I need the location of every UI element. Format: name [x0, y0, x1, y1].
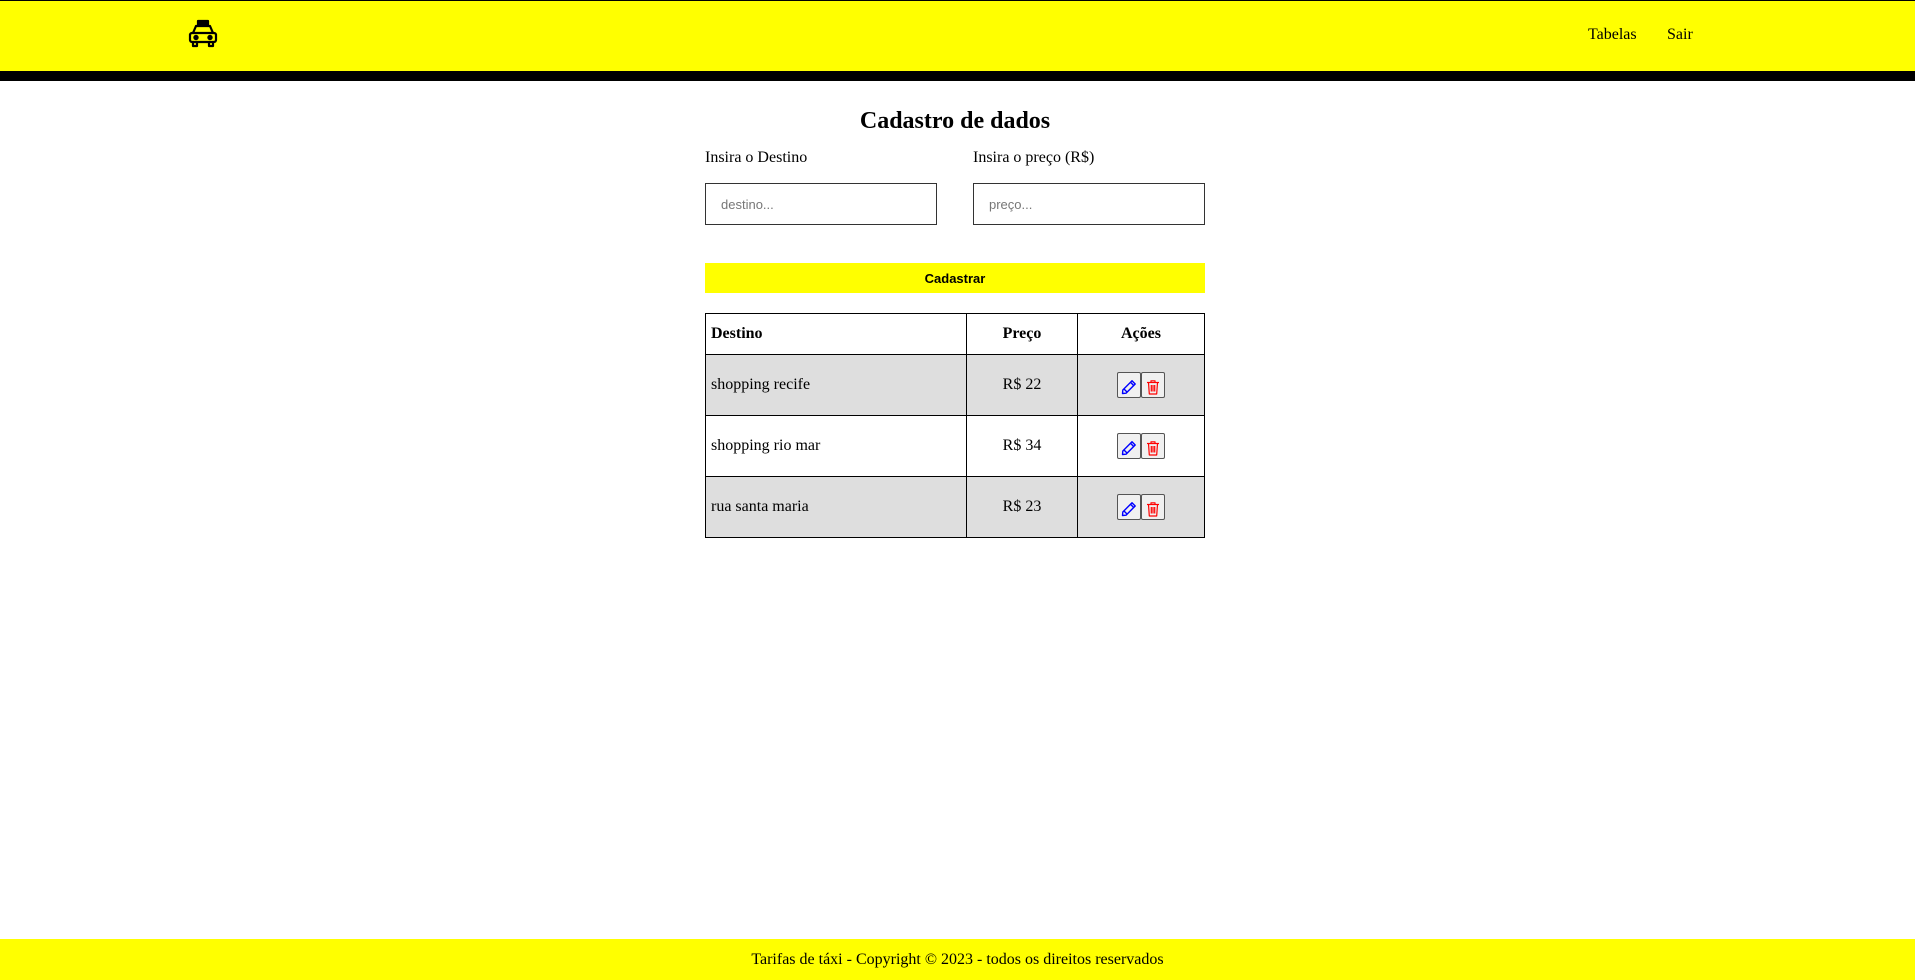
table-row [706, 477, 1205, 538]
actions-cell [1078, 477, 1205, 538]
preco-cell: R$ 34 [967, 416, 1078, 477]
trash-icon [1145, 501, 1161, 517]
trash-icon [1145, 379, 1161, 395]
cadastrar-button[interactable]: Cadastrar [705, 263, 1205, 293]
nav-link-tabelas[interactable]: Tabelas [1588, 26, 1637, 43]
preco-cell: R$ 23 [967, 477, 1078, 538]
destino-input[interactable] [705, 183, 937, 225]
table-header-row [706, 314, 1205, 355]
preco-cell: R$ 22 [967, 355, 1078, 416]
top-navbar [0, 0, 1915, 71]
destino-cell: shopping rio mar [706, 416, 967, 477]
nav-link-sair[interactable]: Sair [1667, 26, 1693, 43]
header-divider [0, 71, 1915, 81]
column-header-preco: Preço [967, 314, 1078, 355]
column-header-destino: Destino [706, 314, 967, 355]
delete-button[interactable] [1141, 433, 1165, 459]
column-header-acoes: Ações [1078, 314, 1205, 355]
footer-copyright: Tarifas de táxi - Copyright © 2023 - todos os direitos reservados [751, 951, 1164, 968]
preco-input[interactable] [973, 183, 1205, 225]
pencil-icon [1121, 440, 1137, 456]
pencil-icon [1121, 501, 1137, 517]
destino-cell: shopping recife [706, 355, 967, 416]
tarifas-table [705, 313, 1205, 538]
edit-button[interactable] [1117, 494, 1141, 520]
table-row [706, 416, 1205, 477]
delete-button[interactable] [1141, 494, 1165, 520]
page-title: Cadastro de dados [859, 108, 1051, 134]
taxi-icon[interactable] [186, 19, 220, 49]
trash-icon [1145, 440, 1161, 456]
destino-label: Insira o Destino [705, 149, 808, 166]
edit-button[interactable] [1117, 433, 1141, 459]
table-row [706, 355, 1205, 416]
edit-button[interactable] [1117, 372, 1141, 398]
footer [0, 939, 1915, 980]
destino-cell: rua santa maria [706, 477, 967, 538]
preco-label: Insira o preço (R$) [973, 149, 1095, 166]
pencil-icon [1121, 379, 1137, 395]
delete-button[interactable] [1141, 372, 1165, 398]
actions-cell [1078, 416, 1205, 477]
actions-cell [1078, 355, 1205, 416]
